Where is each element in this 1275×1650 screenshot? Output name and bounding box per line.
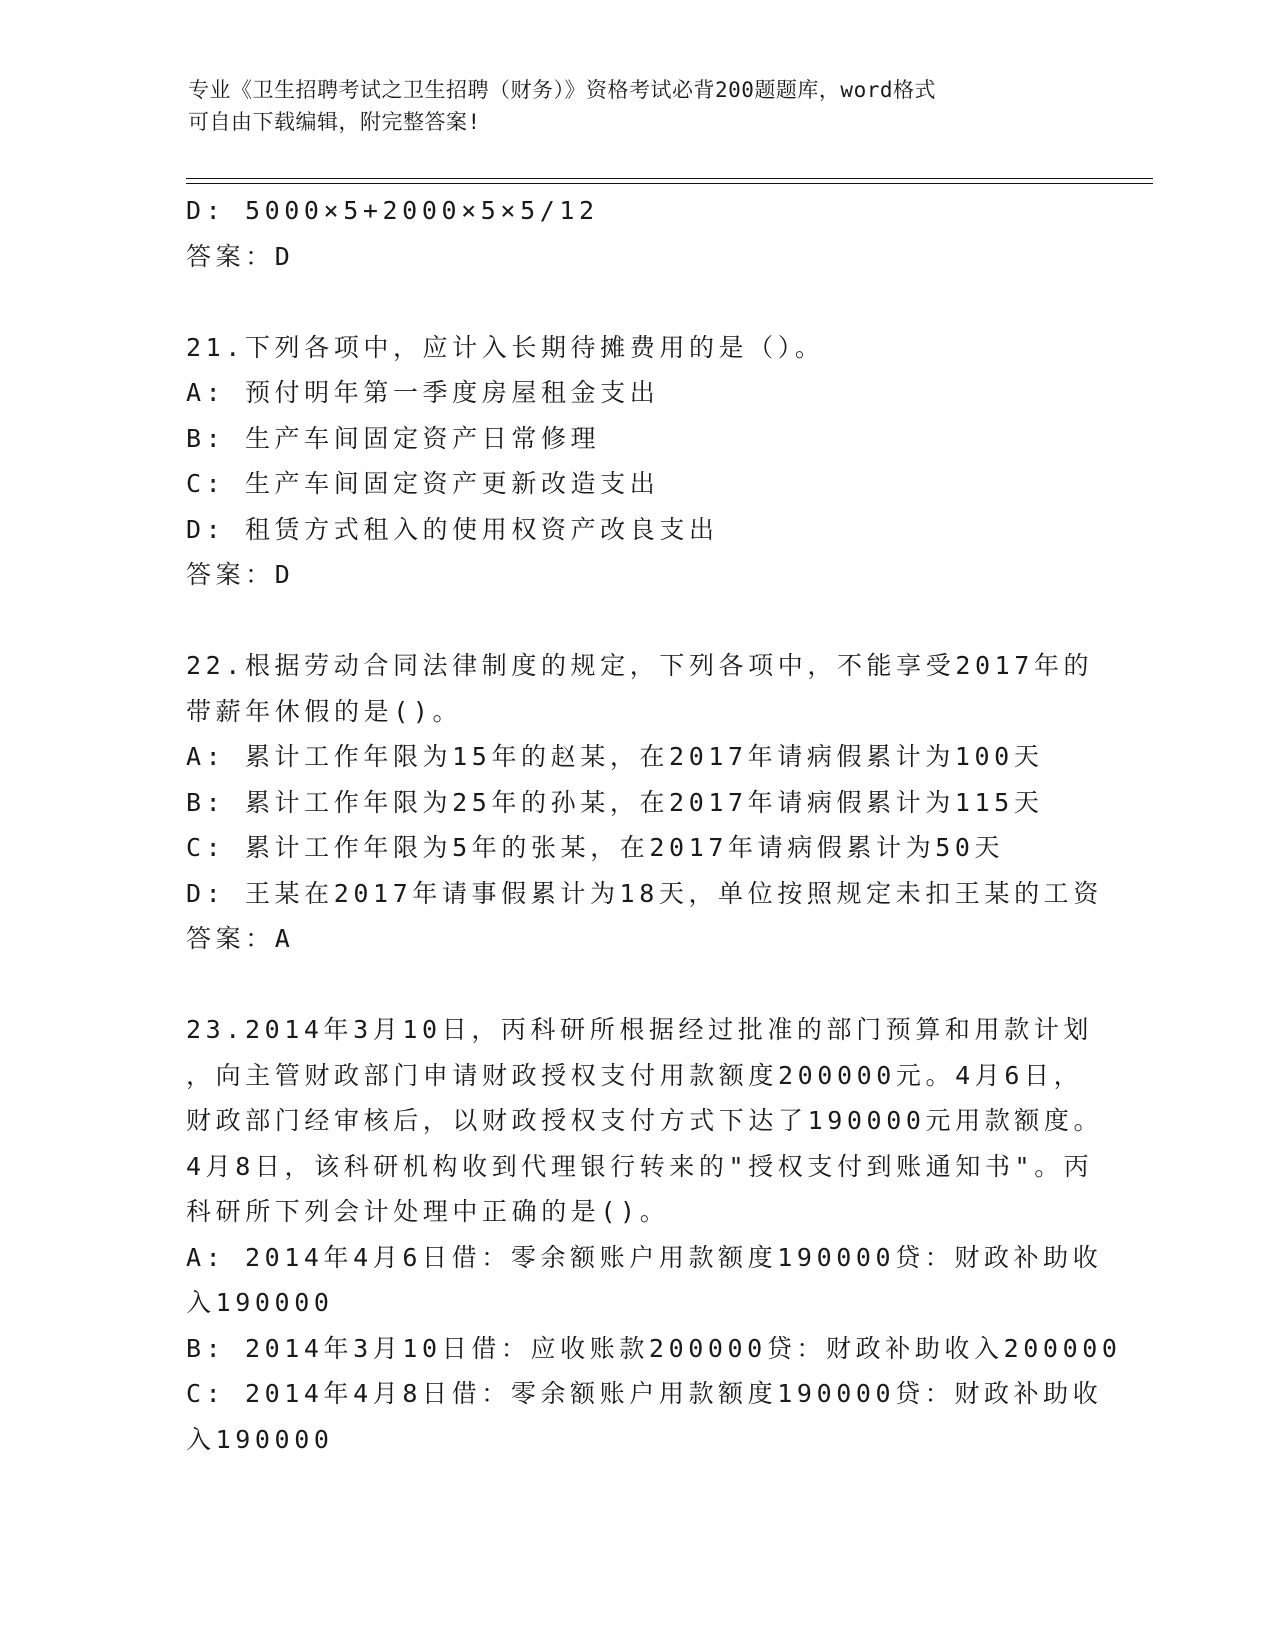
question-23-option-b: B: 2014年3月10日借：应收账款200000贷：财政补助收入200000 xyxy=(186,1333,1122,1363)
header-line-2: 可自由下载编辑，附完整答案! xyxy=(188,110,481,134)
answer-line: 答案：D xyxy=(186,241,295,271)
question-21-option-c: C: 生产车间固定资产更新改造支出 xyxy=(186,469,660,498)
block-gap xyxy=(186,279,1186,325)
question-21-option-a: A: 预付明年第一季度房屋租金支出 xyxy=(186,378,660,407)
question-23-stem-line-2: ，向主管财政部门申请财政授权支付用款额度200000元。4月6日， xyxy=(186,1060,1084,1090)
question-23-stem-line-4: 4月8日，该科研机构收到代理银行转来的"授权支付到账通知书"。丙 xyxy=(186,1151,1094,1181)
question-23-option-a-line-1: A: 2014年4月6日借：零余额账户用款额度190000贷：财政补助收 xyxy=(186,1242,1103,1272)
question-23-stem-line-1: 23.2014年3月10日，丙科研所根据经过批准的部门预算和用款计划 xyxy=(186,1015,1093,1044)
question-22-stem-line-1: 22.根据劳动合同法律制度的规定，下列各项中，不能享受2017年的 xyxy=(186,651,1094,680)
question-23-option-a-line-2: 入190000 xyxy=(186,1288,334,1317)
question-21-answer: 答案：D xyxy=(186,560,295,589)
question-21-stem: 21.下列各项中，应计入长期待摊费用的是（）。 xyxy=(186,332,825,362)
question-22-stem-line-2: 带薪年休假的是()。 xyxy=(186,696,463,726)
block-gap xyxy=(186,598,1186,644)
question-22-option-c: C: 累计工作年限为5年的张某，在2017年请病假累计为50天 xyxy=(186,833,1005,862)
header-divider-bottom xyxy=(186,183,1153,184)
question-content xyxy=(186,188,1186,1462)
document-header xyxy=(188,74,1088,138)
question-23-stem-line-5: 科研所下列会计处理中正确的是()。 xyxy=(186,1197,670,1226)
question-21-option-d: D: 租赁方式租入的使用权资产改良支出 xyxy=(186,514,719,544)
question-22-option-a: A: 累计工作年限为15年的赵某，在2017年请病假累计为100天 xyxy=(186,742,1044,771)
question-21-option-b: B: 生产车间固定资产日常修理 xyxy=(186,423,601,453)
question-23-option-c-line-1: C: 2014年4月8日借：零余额账户用款额度190000贷：财政补助收 xyxy=(186,1379,1103,1408)
question-22-answer: 答案：A xyxy=(186,924,295,953)
block-gap xyxy=(186,962,1186,1008)
question-23-stem-line-3: 财政部门经审核后，以财政授权支付方式下达了190000元用款额度。 xyxy=(186,1106,1104,1135)
question-22-option-b: B: 累计工作年限为25年的孙某，在2017年请病假累计为115天 xyxy=(186,787,1044,817)
question-22-option-d: D: 王某在2017年请事假累计为18天，单位按照规定未扣王某的工资 xyxy=(186,878,1103,908)
header-divider-top xyxy=(186,178,1153,179)
header-line-1: 专业《卫生招聘考试之卫生招聘（财务）》资格考试必背200题题库，word格式 xyxy=(188,78,936,102)
question-23-option-c-line-2: 入190000 xyxy=(186,1424,334,1454)
option-d: D: 5000×5+2000×5×5/12 xyxy=(186,196,599,225)
